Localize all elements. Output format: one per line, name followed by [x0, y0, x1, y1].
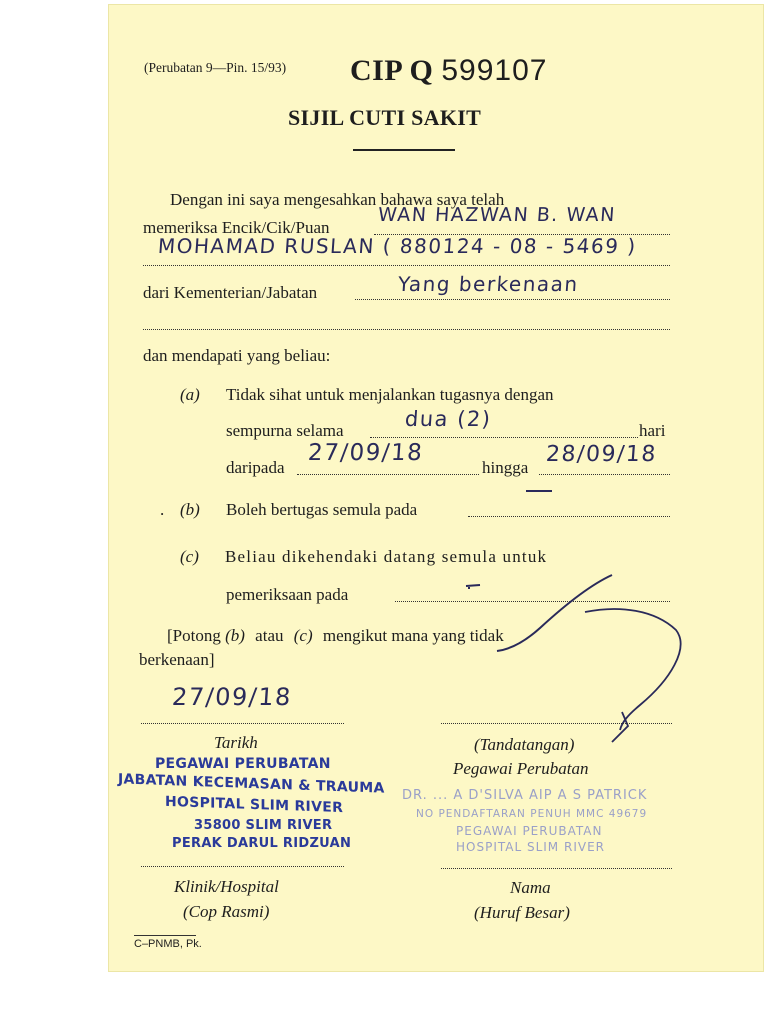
bullet-dot: . — [160, 500, 165, 519]
department-handwritten: Yang berkenaan — [397, 272, 580, 296]
label-nama: Nama — [510, 878, 551, 897]
label-huruf: (Huruf Besar) — [474, 903, 570, 922]
strike-note-atau: atau — [255, 626, 284, 645]
item-a-sempurna: sempurna selama — [226, 421, 344, 440]
clinic-line — [141, 866, 344, 867]
strike-note-c: (c) — [293, 626, 313, 645]
patient-name-handwritten-2: MOHAMAD RUSLAN ( 880124 - 08 - 5469 ) — [157, 234, 638, 258]
stamp-left-line-4: 35800 SLIM RIVER — [194, 818, 333, 833]
signed-date-handwritten: 27/09/18 — [171, 683, 293, 711]
body-line-1: Dengan ini saya mengesahkan bahawa saya telah — [170, 190, 505, 209]
item-c-pemeriksaan: pemeriksaan pada — [226, 585, 349, 604]
stamp-left-line-5: PERAK DARUL RIDZUAN — [172, 836, 352, 851]
patient-name-handwritten-1: WAN HAZWAN B. WAN — [377, 204, 617, 226]
stamp-left-line-1: PEGAWAI PERUBATAN — [155, 756, 331, 772]
signature-line — [441, 723, 672, 724]
stamp-right-line-2: NO PENDAFTARAN PENUH MMC 49679 — [416, 808, 648, 820]
strike-note-end: berkenaan] — [139, 650, 215, 669]
item-a-text: Tidak sihat untuk menjalankan tugasnya dengan — [226, 385, 554, 404]
strike-note-word: [Potong — [167, 626, 221, 645]
stamp-left-line-2: JABATAN KECEMASAN & TRAUMA — [118, 771, 385, 797]
footer-rule — [134, 935, 196, 936]
item-c-marker: (c) — [180, 547, 199, 566]
date-line — [141, 723, 344, 724]
date-to-handwritten: 28/09/18 — [545, 442, 658, 467]
strike-note-b: (b) — [225, 626, 245, 645]
label-cop: (Cop Rasmi) — [183, 902, 270, 921]
label-tarikh: Tarikh — [214, 733, 258, 752]
label-pegawai: Pegawai Perubatan — [453, 759, 589, 778]
item-a-hingga: hingga — [482, 458, 529, 477]
date-from-handwritten: 27/09/18 — [307, 440, 425, 466]
findings-intro: dan mendapati yang beliau: — [143, 346, 331, 365]
item-a-hari: hari — [639, 421, 666, 440]
item-c-text: Beliau dikehendaki datang semula untuk — [225, 547, 548, 566]
form-reference: (Perubatan 9—Pin. 15/93) — [144, 60, 287, 75]
patient-label: memeriksa Encik/Cik/Puan — [143, 218, 330, 237]
label-klinik: Klinik/Hospital — [174, 877, 279, 896]
cip-number: 599107 — [441, 54, 548, 87]
footer-code: C–PNMB, Pk. — [134, 938, 202, 950]
stamp-right-line-1: DR. ... A D'SILVA AIP A S PATRICK — [402, 788, 648, 803]
duration-handwritten: dua (2) — [404, 407, 493, 431]
strike-note-rest: mengikut mana yang tidak — [322, 626, 504, 645]
name-line — [441, 868, 672, 869]
item-a-marker: (a) — [180, 385, 200, 404]
label-tandatangan: (Tandatangan) — [474, 735, 575, 754]
stamp-right-line-3: PEGAWAI PERUBATAN — [456, 824, 603, 838]
stamp-right-line-4: HOSPITAL SLIM RIVER — [456, 840, 605, 854]
department-label: dari Kementerian/Jabatan — [143, 283, 318, 302]
item-a-daripada: daripada — [226, 458, 285, 477]
stamp-left-line-3: HOSPITAL SLIM RIVER — [165, 793, 344, 817]
item-b-text: Boleh bertugas semula pada — [226, 500, 418, 519]
item-b-marker: (b) — [180, 500, 200, 519]
document-title: SIJIL CUTI SAKIT — [288, 105, 482, 130]
cip-prefix: CIP Q — [350, 54, 434, 87]
